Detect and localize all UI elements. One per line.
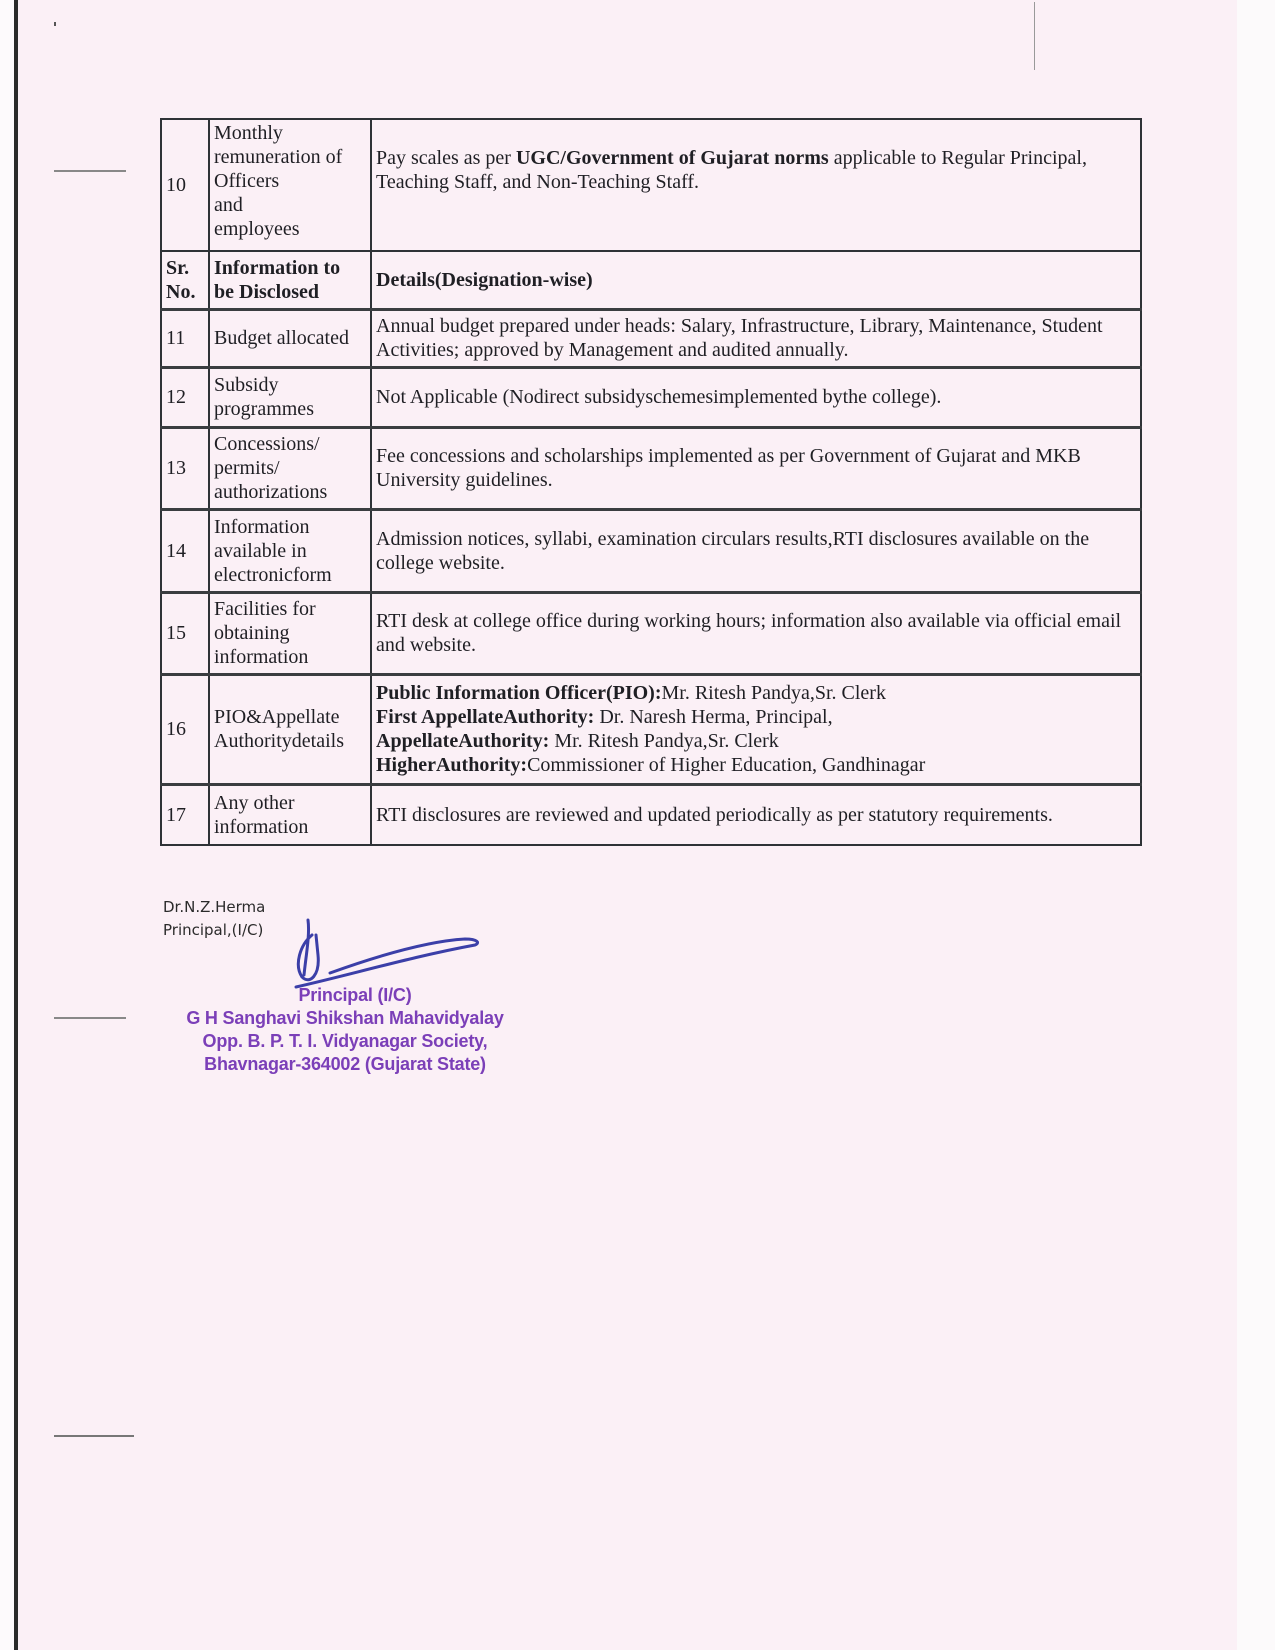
table-header-row: [161, 251, 1141, 309]
sr-no-cell: 12: [161, 367, 209, 427]
info-cell: Any other information: [209, 784, 371, 845]
signatory-name: Dr.N.Z.Herma: [163, 898, 266, 916]
details-cell: [371, 119, 1141, 251]
details-cell: Not Applicable (Nodirect subsidyschemesimplemented bythe college).: [371, 367, 1141, 427]
stamp-title: Principal (I/C): [298, 985, 412, 1005]
table-row-15: [161, 592, 1141, 674]
info-line: employees: [214, 218, 300, 240]
sr-no-cell: 15: [161, 592, 209, 674]
details-cell: Admission notices, syllabi, examination circulars results,RTI disclosures available on the college website.: [371, 509, 1141, 592]
details-text: Pay scales as per: [376, 147, 516, 169]
header-line: Information to: [214, 256, 341, 279]
first-appellate-line: [376, 705, 1136, 729]
table-row-10: [161, 119, 1141, 251]
scan-speck: [54, 22, 56, 26]
info-line: remuneration of: [214, 146, 343, 168]
info-cell: Concessions/ permits/ authorizations: [209, 427, 371, 509]
rti-disclosure-table: [160, 118, 1142, 846]
column-header-details: Details(Designation-wise): [371, 251, 1141, 309]
details-text: applicable to Regular Principal, Teaching Staff, and Non-Teaching Staff.: [376, 147, 1087, 193]
info-cell: PIO&Appellate Authoritydetails: [209, 674, 371, 784]
column-header-sr-no: [161, 251, 209, 309]
table-row-13: [161, 427, 1141, 509]
sr-no-cell: 14: [161, 509, 209, 592]
institution-stamp: [170, 984, 520, 1076]
margin-tick: [54, 1017, 126, 1019]
appellate-value: Mr. Ritesh Pandya,Sr. Clerk: [549, 730, 779, 752]
first-appellate-label: First AppellateAuthority:: [376, 706, 595, 728]
sr-no-cell: 17: [161, 784, 209, 845]
pio-value: Mr. Ritesh Pandya,Sr. Clerk: [661, 682, 886, 704]
details-cell: RTI desk at college office during working hours; information also available via official email and website.: [371, 592, 1141, 674]
header-line: Sr.: [166, 256, 190, 279]
info-cell: Facilities for obtaining information: [209, 592, 371, 674]
stamp-address: Opp. B. P. T. I. Vidyanagar Society,: [202, 1031, 488, 1051]
first-appellate-value: Dr. Naresh Herma, Principal,: [594, 706, 833, 728]
table-row-11: [161, 309, 1141, 367]
higher-authority-label: HigherAuthority:: [376, 754, 528, 776]
stamp-institution: G H Sanghavi Shikshan Mahavidyalay: [186, 1008, 504, 1028]
info-cell: [209, 119, 371, 251]
table-row-14: [161, 509, 1141, 592]
info-line: and: [214, 194, 243, 216]
info-cell: Budget allocated: [209, 309, 371, 367]
header-line: be Disclosed: [214, 280, 319, 303]
sr-no-cell: 16: [161, 674, 209, 784]
table-row-17: [161, 784, 1141, 845]
handwritten-signature: [290, 915, 480, 995]
margin-tick: [54, 170, 126, 172]
scan-edge-line: [14, 0, 18, 1650]
info-cell: Information available in electronicform: [209, 509, 371, 592]
scan-margin-left: [0, 0, 14, 1650]
appellate-label: AppellateAuthority:: [376, 730, 550, 752]
details-cell: [371, 674, 1141, 784]
header-line: No.: [166, 280, 196, 303]
details-cell: Annual budget prepared under heads: Salary, Infrastructure, Library, Maintenance, Student Activities; approved by Management and audited annually.: [371, 309, 1141, 367]
details-cell: Fee concessions and scholarships implemented as per Government of Gujarat and MKB University guidelines.: [371, 427, 1141, 509]
signatory-title: Principal,(I/C): [163, 921, 264, 939]
pio-label: Public Information Officer(PIO):: [376, 682, 662, 704]
higher-authority-line: [376, 753, 1136, 777]
sr-no-cell: 11: [161, 309, 209, 367]
signature-stroke: [296, 920, 478, 987]
table-row-16: [161, 674, 1141, 784]
appellate-line: [376, 729, 1136, 753]
info-cell: Subsidy programmes: [209, 367, 371, 427]
scan-margin-right: [1237, 0, 1275, 1650]
higher-authority-value: Commissioner of Higher Education, Gandhinagar: [527, 754, 926, 776]
stamp-city: Bhavnagar-364002 (Gujarat State): [204, 1054, 486, 1074]
table-row-12: [161, 367, 1141, 427]
sr-no-cell: 13: [161, 427, 209, 509]
pio-line: [376, 681, 1136, 705]
signatory-block: [163, 896, 265, 942]
column-header-information: [209, 251, 371, 309]
details-cell: RTI disclosures are reviewed and updated periodically as per statutory requirements.: [371, 784, 1141, 845]
sr-no-cell: 10: [161, 119, 209, 251]
details-bold-text: UGC/Government of Gujarat norms: [515, 147, 829, 169]
info-line: Officers: [214, 170, 280, 192]
scan-speck: [1034, 2, 1035, 70]
info-line: Monthly: [214, 122, 283, 144]
margin-tick: [54, 1435, 134, 1437]
